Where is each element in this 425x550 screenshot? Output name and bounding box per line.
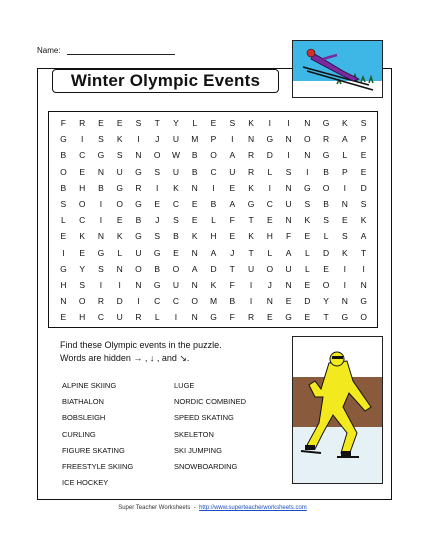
grid-letter[interactable]: E: [304, 312, 311, 323]
grid-letter[interactable]: N: [304, 118, 311, 129]
grid-letter[interactable]: G: [97, 150, 105, 161]
grid-letter[interactable]: S: [98, 134, 104, 145]
name-field-row: [37, 46, 175, 55]
grid-letter[interactable]: E: [360, 166, 367, 177]
grid-letter[interactable]: F: [229, 279, 235, 290]
grid-row: [54, 245, 373, 261]
grid-letter[interactable]: R: [135, 312, 142, 323]
grid-letter[interactable]: S: [229, 118, 236, 129]
grid-letter[interactable]: L: [267, 166, 273, 177]
grid-letter[interactable]: U: [172, 134, 180, 145]
grid-letter[interactable]: E: [360, 150, 367, 161]
grid-letter[interactable]: I: [343, 279, 347, 290]
grid-letter[interactable]: E: [154, 199, 161, 210]
grid-letter[interactable]: U: [285, 199, 292, 210]
word-bank-item: FREESTYLE SKIING: [62, 461, 134, 471]
grid-letter[interactable]: E: [229, 182, 236, 193]
grid-letter[interactable]: D: [116, 296, 123, 307]
grid-letter[interactable]: U: [247, 263, 255, 274]
grid-letter[interactable]: I: [231, 134, 234, 145]
grid-letter[interactable]: B: [135, 215, 142, 226]
grid-letter[interactable]: C: [172, 199, 180, 210]
grid-letter[interactable]: I: [99, 199, 103, 210]
grid-letter[interactable]: S: [360, 118, 367, 129]
word-bank-item: ALPINE SKIING: [62, 381, 117, 390]
grid-row: [54, 261, 373, 277]
grid-letter[interactable]: L: [304, 263, 310, 274]
grid-letter[interactable]: B: [173, 231, 179, 242]
grid-letter[interactable]: I: [62, 247, 65, 258]
grid-row: [54, 164, 373, 180]
grid-letter[interactable]: S: [79, 279, 85, 290]
grid-letter[interactable]: S: [60, 199, 67, 210]
grid-letter[interactable]: G: [60, 134, 67, 145]
grid-letter[interactable]: I: [118, 279, 121, 290]
grid-letter[interactable]: E: [79, 166, 85, 177]
grid-letter[interactable]: I: [99, 279, 103, 290]
grid-letter[interactable]: L: [304, 247, 310, 258]
grid-letter[interactable]: O: [78, 296, 86, 307]
grid-letter[interactable]: I: [343, 263, 347, 274]
word-bank-item: ICE HOCKEY: [62, 478, 109, 488]
grid-letter[interactable]: F: [285, 231, 292, 242]
grid-letter[interactable]: E: [116, 215, 123, 226]
grid-letter[interactable]: G: [135, 166, 142, 177]
grid-letter[interactable]: N: [191, 247, 198, 258]
instructions-line-1: Find these Olympic events in the puzzle.: [60, 340, 222, 350]
grid-letter[interactable]: I: [174, 312, 178, 323]
name-blank-line[interactable]: [67, 46, 175, 55]
grid-row: [54, 131, 373, 147]
grid-letter[interactable]: E: [60, 312, 67, 323]
grid-letter[interactable]: N: [247, 134, 255, 145]
word-bank-item: FIGURE SKATING: [62, 445, 125, 455]
grid-letter[interactable]: O: [191, 296, 199, 307]
grid-letter[interactable]: E: [116, 118, 123, 129]
grid-letter[interactable]: U: [172, 166, 180, 177]
grid-letter[interactable]: I: [306, 166, 309, 177]
grid-row: [54, 228, 373, 244]
grid-letter[interactable]: R: [97, 296, 104, 307]
grid-letter[interactable]: R: [135, 182, 142, 193]
word-search-grid: [48, 111, 378, 328]
grid-letter[interactable]: S: [285, 166, 292, 177]
grid-letter[interactable]: I: [80, 134, 84, 145]
grid-letter[interactable]: S: [98, 263, 104, 274]
word-bank-item: NORDIC COMBINED: [174, 397, 247, 407]
grid-letter[interactable]: S: [342, 231, 348, 242]
grid-letter[interactable]: C: [97, 312, 104, 323]
grid-letter[interactable]: O: [78, 199, 86, 210]
grid-letter[interactable]: E: [229, 231, 236, 242]
grid-letter[interactable]: K: [116, 231, 123, 242]
grid-letter[interactable]: O: [304, 134, 311, 145]
grid-letter[interactable]: B: [60, 182, 67, 193]
grid-letter[interactable]: L: [117, 247, 123, 258]
grid-letter[interactable]: S: [154, 166, 161, 177]
grid-letter[interactable]: G: [135, 199, 142, 210]
grid-letter[interactable]: H: [266, 231, 273, 242]
grid-letter[interactable]: L: [323, 231, 329, 242]
grid-letter[interactable]: D: [266, 150, 273, 161]
grid-letter[interactable]: N: [191, 182, 198, 193]
grid-letter[interactable]: E: [342, 215, 348, 226]
grid-letter[interactable]: L: [267, 247, 273, 258]
grid-letter[interactable]: E: [191, 215, 198, 226]
grid-letter[interactable]: M: [209, 296, 218, 307]
grid-letter[interactable]: T: [229, 263, 235, 274]
grid-letter[interactable]: S: [304, 199, 311, 210]
grid-letter[interactable]: N: [304, 150, 311, 161]
grid-letter[interactable]: I: [212, 182, 215, 193]
grid-letter[interactable]: H: [60, 279, 67, 290]
grid-letter[interactable]: I: [137, 134, 140, 145]
grid-letter[interactable]: A: [210, 247, 217, 258]
grid-letter[interactable]: N: [97, 166, 104, 177]
grid-letter[interactable]: Y: [323, 296, 329, 307]
grid-letter[interactable]: C: [172, 296, 180, 307]
grid-letter[interactable]: C: [210, 166, 217, 177]
grid-letter[interactable]: G: [210, 312, 217, 323]
grid-letter[interactable]: R: [247, 150, 255, 161]
word-bank-right-column: [174, 378, 246, 475]
grid-letter[interactable]: J: [230, 247, 235, 258]
grid-letter[interactable]: U: [229, 166, 236, 177]
grid-letter[interactable]: N: [341, 296, 348, 307]
grid-letter[interactable]: C: [79, 150, 86, 161]
grid-letter[interactable]: H: [79, 312, 86, 323]
grid-letter[interactable]: K: [116, 134, 123, 145]
grid-letter[interactable]: E: [60, 231, 67, 242]
grid-letter[interactable]: O: [360, 312, 367, 323]
grid-letter[interactable]: U: [116, 166, 123, 177]
instructions: [60, 339, 222, 365]
grid-letter[interactable]: A: [342, 134, 348, 145]
grid-letter[interactable]: L: [342, 150, 348, 161]
grid-letter[interactable]: B: [229, 296, 236, 307]
grid-letter[interactable]: K: [248, 118, 254, 129]
grid-letter[interactable]: K: [342, 118, 348, 129]
grid-letter[interactable]: E: [304, 231, 311, 242]
grid-letter[interactable]: G: [97, 247, 105, 258]
grid-letter[interactable]: K: [191, 231, 198, 242]
grid-letter[interactable]: B: [210, 199, 217, 210]
grid-letter[interactable]: G: [285, 312, 292, 323]
grid-letter[interactable]: K: [210, 279, 217, 290]
grid-letter[interactable]: N: [60, 296, 67, 307]
grid-letter[interactable]: R: [323, 134, 330, 145]
grid-letter[interactable]: T: [248, 215, 254, 226]
grid-letter[interactable]: R: [247, 312, 255, 323]
grid-letter[interactable]: I: [287, 118, 290, 129]
grid-letter[interactable]: B: [191, 166, 198, 177]
grid-letter[interactable]: B: [323, 166, 329, 177]
grid-letter[interactable]: B: [323, 199, 329, 210]
grid-letter[interactable]: N: [285, 134, 292, 145]
grid-letter[interactable]: N: [266, 296, 273, 307]
grid-letter[interactable]: N: [135, 150, 142, 161]
grid-letter[interactable]: D: [323, 247, 330, 258]
grid-letter[interactable]: O: [172, 263, 180, 274]
grid-letter[interactable]: K: [304, 215, 311, 226]
grid-letter[interactable]: G: [135, 231, 142, 242]
grid-letter[interactable]: C: [154, 296, 161, 307]
grid-letter[interactable]: K: [360, 215, 367, 226]
grid-letter[interactable]: L: [61, 215, 66, 226]
grid-letter[interactable]: B: [154, 263, 161, 274]
grid-letter[interactable]: G: [153, 279, 161, 290]
grid-letter[interactable]: L: [154, 312, 160, 323]
grid-letter[interactable]: N: [285, 215, 292, 226]
grid-letter[interactable]: O: [153, 150, 161, 161]
grid-letter[interactable]: O: [322, 279, 330, 290]
grid-letter[interactable]: E: [210, 118, 217, 129]
grid-letter[interactable]: F: [229, 312, 235, 323]
grid-letter[interactable]: O: [266, 263, 274, 274]
grid-letter[interactable]: F: [229, 215, 235, 226]
grid-letter[interactable]: E: [266, 215, 273, 226]
grid-row: [54, 293, 373, 309]
word-bank-item: BOBSLEIGH: [62, 413, 106, 423]
grid-letter[interactable]: H: [79, 182, 86, 193]
grid-letter[interactable]: U: [285, 263, 292, 274]
grid-row: [54, 115, 373, 131]
instructions-line-2: Words are hidden → , ↓ , and ↘.: [60, 353, 190, 363]
grid-letter[interactable]: D: [304, 296, 311, 307]
grid-letter[interactable]: S: [154, 231, 161, 242]
grid-letter[interactable]: D: [210, 263, 217, 274]
grid-letter[interactable]: I: [249, 279, 253, 290]
grid-letter[interactable]: P: [360, 134, 367, 145]
grid-letter[interactable]: G: [266, 134, 274, 145]
grid-letter[interactable]: G: [341, 312, 349, 323]
grid-letter[interactable]: N: [97, 231, 104, 242]
word-bank-item: BIATHALON: [62, 397, 104, 407]
grid-letter[interactable]: I: [343, 182, 347, 193]
word-bank-item: LUGE: [174, 381, 195, 390]
grid-row: [54, 309, 373, 325]
grid-letter[interactable]: S: [323, 215, 329, 226]
grid-letter[interactable]: E: [323, 263, 329, 274]
grid-letter[interactable]: N: [191, 279, 198, 290]
grid-letter[interactable]: O: [135, 263, 142, 274]
word-bank-item: SPEED SKATING: [174, 413, 234, 423]
grid-letter[interactable]: I: [268, 118, 271, 129]
grid-letter[interactable]: P: [210, 134, 217, 145]
grid-row: [54, 180, 373, 196]
footer-separator: -: [193, 505, 196, 511]
grid-letter[interactable]: C: [266, 199, 273, 210]
grid-letter[interactable]: G: [116, 182, 123, 193]
grid-letter[interactable]: E: [173, 247, 179, 258]
grid-letter[interactable]: E: [98, 118, 104, 129]
grid-letter[interactable]: B: [191, 150, 198, 161]
grid-letter[interactable]: T: [248, 247, 254, 258]
name-label: Name:: [37, 46, 61, 55]
grid-letter[interactable]: G: [153, 247, 161, 258]
grid-letter[interactable]: I: [362, 263, 365, 274]
grid-letter[interactable]: J: [155, 215, 160, 226]
grid-letter[interactable]: S: [173, 215, 179, 226]
grid-letter[interactable]: S: [360, 199, 367, 210]
grid-letter[interactable]: K: [248, 231, 254, 242]
footer-brand: Super Teacher Worksheets: [118, 505, 191, 511]
grid-letter[interactable]: N: [360, 279, 367, 290]
grid-letter[interactable]: A: [229, 150, 236, 161]
grid-letter[interactable]: L: [192, 118, 198, 129]
grid-letter[interactable]: F: [60, 118, 66, 129]
word-bank-item: CURLING: [62, 429, 96, 439]
grid-letter[interactable]: O: [116, 199, 123, 210]
word-bank-item: SKELETON: [174, 429, 214, 439]
grid-row: [54, 212, 373, 228]
grid-letter[interactable]: K: [173, 182, 179, 193]
grid-letter[interactable]: P: [342, 166, 348, 177]
grid-row: [54, 196, 373, 212]
grid-letter[interactable]: O: [60, 166, 67, 177]
grid-letter[interactable]: R: [79, 118, 86, 129]
grid-letter[interactable]: M: [191, 134, 199, 145]
grid-letter[interactable]: N: [341, 199, 348, 210]
grid-letter[interactable]: N: [116, 263, 123, 274]
grid-letter[interactable]: I: [249, 296, 253, 307]
footer-link[interactable]: http://www.superteacherworksheets.com: [199, 505, 307, 511]
grid-letter[interactable]: N: [285, 182, 292, 193]
grid-letter[interactable]: W: [171, 150, 180, 161]
grid-letter[interactable]: A: [360, 231, 367, 242]
grid-letter[interactable]: K: [248, 182, 254, 193]
grid-letter[interactable]: N: [285, 279, 292, 290]
grid-letter[interactable]: J: [155, 134, 160, 145]
grid-letter[interactable]: B: [98, 182, 104, 193]
grid-letter[interactable]: R: [247, 166, 255, 177]
grid-letter[interactable]: E: [79, 247, 85, 258]
grid-letter[interactable]: S: [135, 118, 142, 129]
grid-letter[interactable]: A: [229, 199, 236, 210]
grid-letter[interactable]: S: [116, 150, 123, 161]
grid-letter[interactable]: T: [323, 312, 329, 323]
grid-letter[interactable]: A: [285, 247, 292, 258]
grid-letter[interactable]: E: [285, 296, 292, 307]
grid-letter[interactable]: B: [60, 150, 67, 161]
grid-letter[interactable]: T: [361, 247, 367, 258]
grid-letter[interactable]: I: [137, 296, 140, 307]
grid-letter[interactable]: E: [191, 199, 198, 210]
grid-letter[interactable]: O: [210, 150, 217, 161]
grid-letter[interactable]: E: [266, 312, 273, 323]
word-bank-item: SKI JUMPING: [174, 445, 222, 455]
grid-letter[interactable]: U: [116, 312, 123, 323]
grid-letter[interactable]: G: [304, 182, 311, 193]
grid-letter[interactable]: T: [154, 118, 160, 129]
grid-letter[interactable]: O: [322, 182, 330, 193]
grid-letter[interactable]: E: [304, 279, 311, 290]
grid-letter[interactable]: N: [135, 279, 142, 290]
grid-letter[interactable]: L: [211, 215, 216, 226]
grid-letter[interactable]: G: [322, 150, 330, 161]
grid-letter[interactable]: C: [79, 215, 86, 226]
grid-letter[interactable]: D: [360, 182, 367, 193]
grid-letter[interactable]: Y: [79, 263, 85, 274]
grid-row: [54, 277, 373, 293]
speed-skater-illustration: [292, 336, 383, 484]
ski-jumper-illustration: [292, 40, 383, 98]
grid-letter[interactable]: I: [287, 150, 290, 161]
grid-letter[interactable]: I: [99, 215, 103, 226]
grid-letter[interactable]: G: [247, 199, 255, 210]
grid-letter[interactable]: U: [172, 279, 180, 290]
grid-letter[interactable]: G: [60, 263, 67, 274]
grid-letter[interactable]: U: [135, 247, 142, 258]
word-bank-item: SNOWBOARDING: [174, 461, 238, 471]
grid-letter[interactable]: Y: [173, 118, 179, 129]
grid-letter[interactable]: H: [210, 231, 217, 242]
page-title: Winter Olympic Events: [70, 71, 261, 90]
grid-letter[interactable]: K: [79, 231, 85, 242]
title-banner: [52, 69, 279, 93]
grid-letter[interactable]: I: [268, 182, 271, 193]
grid-letter[interactable]: I: [156, 182, 159, 193]
grid-letter[interactable]: J: [267, 279, 272, 290]
grid-row: [54, 147, 373, 163]
grid-letter[interactable]: A: [191, 263, 198, 274]
grid-letter[interactable]: G: [360, 296, 367, 307]
grid-letter[interactable]: N: [191, 312, 198, 323]
grid-letter[interactable]: K: [342, 247, 348, 258]
word-bank-left-column: [62, 378, 133, 491]
grid-letter[interactable]: G: [322, 118, 330, 129]
footer: [0, 505, 425, 511]
